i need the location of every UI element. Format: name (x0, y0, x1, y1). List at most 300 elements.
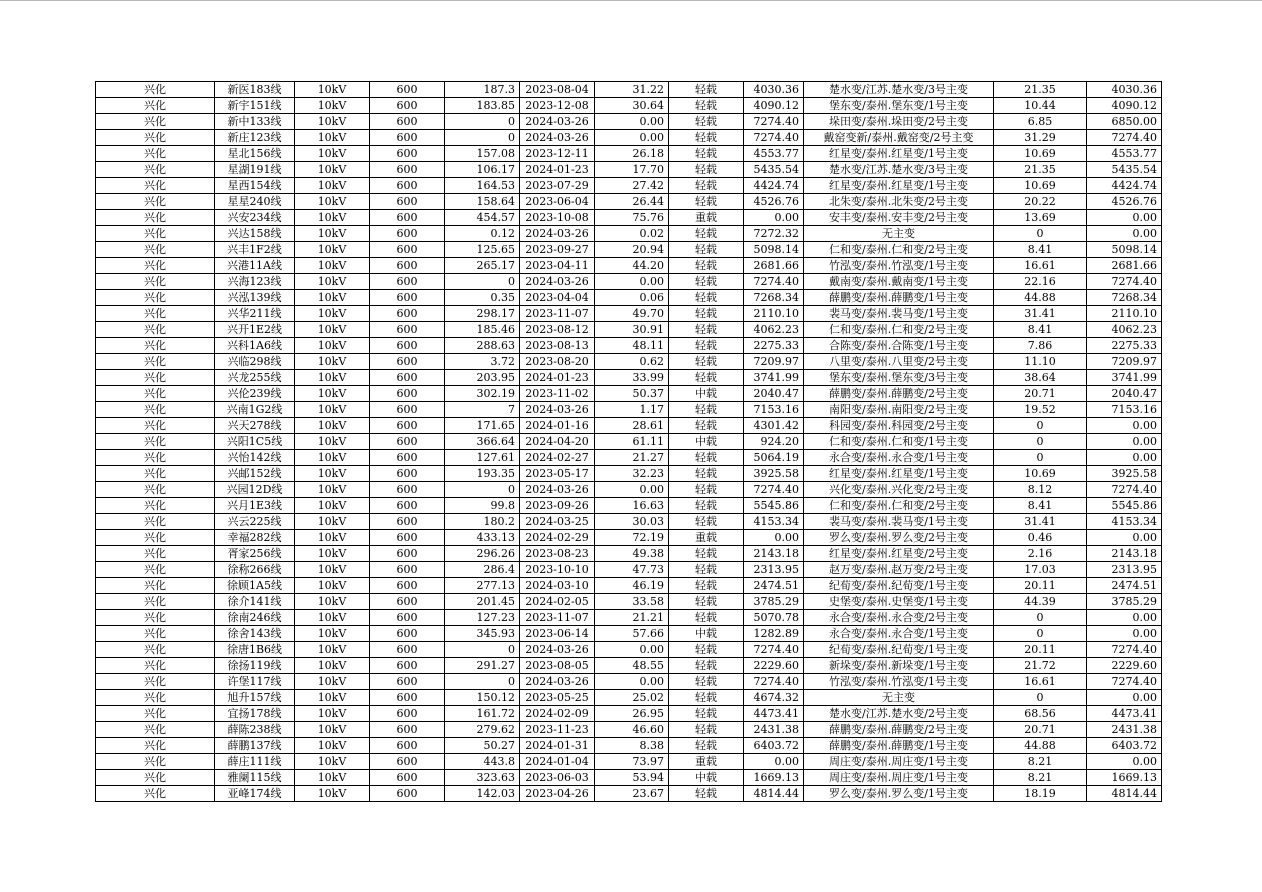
cell-load-status: 轻载 (669, 578, 744, 594)
cell-transformer-load-rate: 18.19 (994, 786, 1087, 802)
cell-transformer-load-rate: 31.41 (994, 306, 1087, 322)
cell-voltage: 10kV (295, 674, 370, 690)
cell-remaining-capacity: 2275.33 (1087, 338, 1162, 354)
cell-peak-date: 2024-03-25 (520, 514, 595, 530)
cell-peak-load: 366.64 (445, 434, 520, 450)
cell-peak-load: 161.72 (445, 706, 520, 722)
table-row (96, 402, 1162, 418)
cell-peak-date: 2024-03-26 (520, 226, 595, 242)
cell-peak-date: 2023-11-07 (520, 610, 595, 626)
cell-peak-load: 0.12 (445, 226, 520, 242)
cell-rated-capacity: 600 (370, 114, 445, 130)
cell-peak-date: 2023-06-03 (520, 770, 595, 786)
cell-region: 兴化 (96, 98, 215, 114)
cell-load-status: 轻载 (669, 418, 744, 434)
cell-voltage: 10kV (295, 226, 370, 242)
table-row (96, 178, 1162, 194)
cell-transformer: 无主变 (804, 226, 994, 242)
cell-rated-capacity: 600 (370, 482, 445, 498)
table-row (96, 482, 1162, 498)
cell-peak-date: 2023-04-11 (520, 258, 595, 274)
cell-load-status: 重载 (669, 210, 744, 226)
cell-peak-load: 180.2 (445, 514, 520, 530)
table-row (96, 242, 1162, 258)
cell-line-name: 兴邮152线 (215, 466, 295, 482)
table-row (96, 690, 1162, 706)
cell-transformer-load-rate: 11.10 (994, 354, 1087, 370)
cell-peak-date: 2024-01-23 (520, 162, 595, 178)
cell-available-capacity: 6403.72 (744, 738, 804, 754)
cell-transformer: 纪荀变/泰州.纪荀变/1号主变 (804, 578, 994, 594)
cell-available-capacity: 5070.78 (744, 610, 804, 626)
cell-region: 兴化 (96, 690, 215, 706)
cell-remaining-capacity: 4473.41 (1087, 706, 1162, 722)
cell-load-rate: 20.94 (595, 242, 669, 258)
cell-peak-date: 2024-03-26 (520, 674, 595, 690)
cell-voltage: 10kV (295, 786, 370, 802)
cell-load-status: 轻载 (669, 546, 744, 562)
cell-rated-capacity: 600 (370, 98, 445, 114)
cell-transformer-load-rate: 16.61 (994, 674, 1087, 690)
cell-transformer-load-rate: 20.22 (994, 194, 1087, 210)
cell-line-name: 亚峰174线 (215, 786, 295, 802)
cell-voltage: 10kV (295, 338, 370, 354)
cell-load-rate: 0.02 (595, 226, 669, 242)
cell-remaining-capacity: 3741.99 (1087, 370, 1162, 386)
cell-line-name: 许堡117线 (215, 674, 295, 690)
cell-load-status: 轻载 (669, 674, 744, 690)
cell-voltage: 10kV (295, 178, 370, 194)
cell-load-rate: 31.22 (595, 82, 669, 98)
cell-peak-date: 2023-11-02 (520, 386, 595, 402)
cell-voltage: 10kV (295, 770, 370, 786)
cell-load-status: 轻载 (669, 610, 744, 626)
cell-line-name: 幸福282线 (215, 530, 295, 546)
cell-rated-capacity: 600 (370, 642, 445, 658)
cell-line-name: 雅阑115线 (215, 770, 295, 786)
cell-available-capacity: 5545.86 (744, 498, 804, 514)
cell-remaining-capacity: 0.00 (1087, 210, 1162, 226)
cell-region: 兴化 (96, 738, 215, 754)
cell-load-rate: 26.95 (595, 706, 669, 722)
cell-transformer-load-rate: 44.88 (994, 738, 1087, 754)
cell-remaining-capacity: 2143.18 (1087, 546, 1162, 562)
cell-rated-capacity: 600 (370, 738, 445, 754)
cell-peak-load: 443.8 (445, 754, 520, 770)
cell-transformer-load-rate: 0 (994, 610, 1087, 626)
cell-transformer-load-rate: 2.16 (994, 546, 1087, 562)
cell-peak-date: 2024-03-26 (520, 274, 595, 290)
cell-peak-date: 2023-07-29 (520, 178, 595, 194)
cell-load-rate: 33.58 (595, 594, 669, 610)
cell-peak-load: 127.23 (445, 610, 520, 626)
cell-remaining-capacity: 7274.40 (1087, 274, 1162, 290)
cell-rated-capacity: 600 (370, 290, 445, 306)
cell-peak-date: 2024-04-20 (520, 434, 595, 450)
cell-region: 兴化 (96, 770, 215, 786)
table-row (96, 674, 1162, 690)
cell-line-name: 兴安234线 (215, 210, 295, 226)
cell-transformer: 裴马变/泰州.裴马变/1号主变 (804, 514, 994, 530)
table-row (96, 210, 1162, 226)
cell-rated-capacity: 600 (370, 210, 445, 226)
cell-voltage: 10kV (295, 210, 370, 226)
cell-region: 兴化 (96, 306, 215, 322)
cell-peak-date: 2023-09-26 (520, 498, 595, 514)
cell-transformer: 兴化变/泰州.兴化变/2号主变 (804, 482, 994, 498)
table-row (96, 290, 1162, 306)
cell-remaining-capacity: 1669.13 (1087, 770, 1162, 786)
cell-peak-load: 187.3 (445, 82, 520, 98)
cell-line-name: 兴丰1F2线 (215, 242, 295, 258)
cell-load-rate: 21.27 (595, 450, 669, 466)
cell-remaining-capacity: 7274.40 (1087, 642, 1162, 658)
cell-peak-date: 2024-01-16 (520, 418, 595, 434)
cell-load-rate: 57.66 (595, 626, 669, 642)
cell-load-status: 轻载 (669, 466, 744, 482)
cell-remaining-capacity: 4424.74 (1087, 178, 1162, 194)
cell-transformer-load-rate: 8.41 (994, 322, 1087, 338)
cell-available-capacity: 2275.33 (744, 338, 804, 354)
cell-rated-capacity: 600 (370, 706, 445, 722)
cell-remaining-capacity: 4526.76 (1087, 194, 1162, 210)
cell-peak-load: 50.27 (445, 738, 520, 754)
cell-region: 兴化 (96, 498, 215, 514)
cell-peak-date: 2023-11-07 (520, 306, 595, 322)
table-row (96, 658, 1162, 674)
cell-region: 兴化 (96, 82, 215, 98)
cell-rated-capacity: 600 (370, 402, 445, 418)
cell-load-status: 轻载 (669, 498, 744, 514)
cell-peak-date: 2024-03-10 (520, 578, 595, 594)
cell-load-rate: 72.19 (595, 530, 669, 546)
cell-line-name: 兴天278线 (215, 418, 295, 434)
cell-available-capacity: 4424.74 (744, 178, 804, 194)
cell-load-rate: 46.19 (595, 578, 669, 594)
cell-peak-date: 2023-10-10 (520, 562, 595, 578)
table-row (96, 610, 1162, 626)
cell-available-capacity: 4674.32 (744, 690, 804, 706)
cell-load-status: 轻载 (669, 242, 744, 258)
cell-voltage: 10kV (295, 114, 370, 130)
cell-transformer-load-rate: 10.69 (994, 146, 1087, 162)
cell-voltage: 10kV (295, 626, 370, 642)
cell-line-name: 兴怡142线 (215, 450, 295, 466)
cell-region: 兴化 (96, 658, 215, 674)
cell-line-name: 星西154线 (215, 178, 295, 194)
cell-load-rate: 0.00 (595, 114, 669, 130)
cell-peak-load: 0 (445, 642, 520, 658)
cell-available-capacity: 4526.76 (744, 194, 804, 210)
cell-transformer-load-rate: 0 (994, 690, 1087, 706)
cell-line-name: 兴达158线 (215, 226, 295, 242)
cell-peak-load: 150.12 (445, 690, 520, 706)
cell-load-status: 轻载 (669, 658, 744, 674)
cell-peak-date: 2024-03-26 (520, 482, 595, 498)
cell-transformer-load-rate: 20.71 (994, 386, 1087, 402)
cell-remaining-capacity: 2313.95 (1087, 562, 1162, 578)
table-row (96, 626, 1162, 642)
cell-voltage: 10kV (295, 290, 370, 306)
cell-transformer-load-rate: 31.41 (994, 514, 1087, 530)
cell-line-name: 兴月1E3线 (215, 498, 295, 514)
table-row (96, 754, 1162, 770)
cell-load-status: 中载 (669, 626, 744, 642)
cell-load-rate: 23.67 (595, 786, 669, 802)
cell-available-capacity: 4301.42 (744, 418, 804, 434)
cell-region: 兴化 (96, 706, 215, 722)
cell-available-capacity: 5098.14 (744, 242, 804, 258)
cell-load-rate: 0.62 (595, 354, 669, 370)
cell-region: 兴化 (96, 274, 215, 290)
cell-region: 兴化 (96, 146, 215, 162)
cell-load-rate: 16.63 (595, 498, 669, 514)
cell-load-status: 轻载 (669, 370, 744, 386)
cell-transformer: 北朱变/泰州.北朱变/2号主变 (804, 194, 994, 210)
cell-voltage: 10kV (295, 82, 370, 98)
cell-available-capacity: 7268.34 (744, 290, 804, 306)
table-row (96, 418, 1162, 434)
cell-load-status: 轻载 (669, 322, 744, 338)
cell-available-capacity: 0.00 (744, 754, 804, 770)
cell-voltage: 10kV (295, 594, 370, 610)
cell-voltage: 10kV (295, 514, 370, 530)
cell-transformer-load-rate: 38.64 (994, 370, 1087, 386)
cell-voltage: 10kV (295, 738, 370, 754)
cell-peak-load: 302.19 (445, 386, 520, 402)
cell-transformer: 纪荀变/泰州.纪荀变/1号主变 (804, 642, 994, 658)
cell-transformer-load-rate: 8.21 (994, 754, 1087, 770)
cell-transformer-load-rate: 20.11 (994, 642, 1087, 658)
cell-transformer: 薛鹏变/泰州.薛鹏变/2号主变 (804, 722, 994, 738)
cell-line-name: 兴龙255线 (215, 370, 295, 386)
cell-region: 兴化 (96, 786, 215, 802)
cell-remaining-capacity: 4030.36 (1087, 82, 1162, 98)
table-row (96, 82, 1162, 98)
cell-peak-load: 157.08 (445, 146, 520, 162)
cell-transformer: 罗么变/泰州.罗么变/2号主变 (804, 530, 994, 546)
cell-load-rate: 33.99 (595, 370, 669, 386)
cell-load-status: 中载 (669, 770, 744, 786)
cell-voltage: 10kV (295, 386, 370, 402)
cell-line-name: 兴科1A6线 (215, 338, 295, 354)
cell-load-status: 重载 (669, 754, 744, 770)
cell-transformer-load-rate: 10.44 (994, 98, 1087, 114)
cell-remaining-capacity: 0.00 (1087, 450, 1162, 466)
cell-transformer-load-rate: 44.88 (994, 290, 1087, 306)
cell-remaining-capacity: 0.00 (1087, 434, 1162, 450)
cell-load-status: 轻载 (669, 274, 744, 290)
cell-transformer-load-rate: 8.12 (994, 482, 1087, 498)
cell-line-name: 兴伦239线 (215, 386, 295, 402)
cell-region: 兴化 (96, 290, 215, 306)
cell-line-name: 徐舍143线 (215, 626, 295, 642)
cell-region: 兴化 (96, 402, 215, 418)
cell-remaining-capacity: 7268.34 (1087, 290, 1162, 306)
cell-voltage: 10kV (295, 754, 370, 770)
cell-load-rate: 73.97 (595, 754, 669, 770)
cell-load-status: 轻载 (669, 562, 744, 578)
cell-available-capacity: 7274.40 (744, 130, 804, 146)
cell-voltage: 10kV (295, 418, 370, 434)
cell-peak-load: 142.03 (445, 786, 520, 802)
cell-peak-load: 0 (445, 482, 520, 498)
cell-remaining-capacity: 7274.40 (1087, 482, 1162, 498)
cell-voltage: 10kV (295, 578, 370, 594)
cell-remaining-capacity: 0.00 (1087, 418, 1162, 434)
cell-line-name: 兴开1E2线 (215, 322, 295, 338)
cell-load-status: 轻载 (669, 98, 744, 114)
cell-region: 兴化 (96, 130, 215, 146)
cell-transformer: 仁和变/泰州.仁和变/1号主变 (804, 434, 994, 450)
cell-voltage: 10kV (295, 610, 370, 626)
cell-rated-capacity: 600 (370, 258, 445, 274)
cell-remaining-capacity: 0.00 (1087, 754, 1162, 770)
cell-load-status: 轻载 (669, 354, 744, 370)
cell-voltage: 10kV (295, 162, 370, 178)
table-row (96, 530, 1162, 546)
cell-peak-date: 2023-12-08 (520, 98, 595, 114)
cell-region: 兴化 (96, 210, 215, 226)
cell-load-rate: 49.70 (595, 306, 669, 322)
cell-line-name: 新宇151线 (215, 98, 295, 114)
cell-rated-capacity: 600 (370, 450, 445, 466)
cell-rated-capacity: 600 (370, 82, 445, 98)
cell-voltage: 10kV (295, 690, 370, 706)
cell-rated-capacity: 600 (370, 530, 445, 546)
cell-load-rate: 0.00 (595, 674, 669, 690)
cell-peak-date: 2023-12-11 (520, 146, 595, 162)
line-load-table (95, 81, 1162, 802)
table-row (96, 578, 1162, 594)
cell-peak-date: 2024-01-31 (520, 738, 595, 754)
cell-load-status: 轻载 (669, 258, 744, 274)
cell-transformer-load-rate: 21.35 (994, 82, 1087, 98)
table-row (96, 258, 1162, 274)
cell-voltage: 10kV (295, 258, 370, 274)
cell-region: 兴化 (96, 434, 215, 450)
cell-line-name: 星星240线 (215, 194, 295, 210)
cell-line-name: 兴临298线 (215, 354, 295, 370)
cell-available-capacity: 2431.38 (744, 722, 804, 738)
cell-transformer-load-rate: 19.52 (994, 402, 1087, 418)
cell-remaining-capacity: 7153.16 (1087, 402, 1162, 418)
cell-load-rate: 61.11 (595, 434, 669, 450)
cell-peak-date: 2023-04-26 (520, 786, 595, 802)
cell-load-rate: 30.91 (595, 322, 669, 338)
cell-load-rate: 28.61 (595, 418, 669, 434)
cell-transformer: 南阳变/泰州.南阳变/2号主变 (804, 402, 994, 418)
cell-load-rate: 46.60 (595, 722, 669, 738)
cell-peak-date: 2023-05-17 (520, 466, 595, 482)
cell-voltage: 10kV (295, 530, 370, 546)
cell-rated-capacity: 600 (370, 162, 445, 178)
cell-voltage: 10kV (295, 450, 370, 466)
cell-rated-capacity: 600 (370, 418, 445, 434)
cell-remaining-capacity: 6403.72 (1087, 738, 1162, 754)
cell-transformer-load-rate: 8.41 (994, 242, 1087, 258)
cell-peak-date: 2023-10-08 (520, 210, 595, 226)
cell-load-status: 轻载 (669, 130, 744, 146)
cell-available-capacity: 0.00 (744, 210, 804, 226)
cell-transformer: 薛鹏变/泰州.薛鹏变/1号主变 (804, 738, 994, 754)
cell-voltage: 10kV (295, 306, 370, 322)
cell-peak-load: 296.26 (445, 546, 520, 562)
cell-peak-load: 158.64 (445, 194, 520, 210)
table-row (96, 786, 1162, 802)
cell-peak-load: 201.45 (445, 594, 520, 610)
cell-transformer: 无主变 (804, 690, 994, 706)
cell-available-capacity: 7209.97 (744, 354, 804, 370)
cell-line-name: 星湖191线 (215, 162, 295, 178)
cell-line-name: 新医183线 (215, 82, 295, 98)
cell-line-name: 薛陈238线 (215, 722, 295, 738)
cell-peak-load: 7 (445, 402, 520, 418)
cell-remaining-capacity: 2681.66 (1087, 258, 1162, 274)
cell-available-capacity: 4814.44 (744, 786, 804, 802)
cell-region: 兴化 (96, 258, 215, 274)
cell-transformer-load-rate: 7.86 (994, 338, 1087, 354)
cell-available-capacity: 1282.89 (744, 626, 804, 642)
cell-transformer: 堡东变/泰州.堡东变/1号主变 (804, 98, 994, 114)
cell-rated-capacity: 600 (370, 674, 445, 690)
cell-region: 兴化 (96, 162, 215, 178)
cell-transformer: 八里变/泰州.八里变/2号主变 (804, 354, 994, 370)
cell-available-capacity: 4090.12 (744, 98, 804, 114)
cell-load-rate: 30.64 (595, 98, 669, 114)
cell-available-capacity: 2681.66 (744, 258, 804, 274)
cell-load-status: 重载 (669, 530, 744, 546)
table-row (96, 226, 1162, 242)
cell-region: 兴化 (96, 178, 215, 194)
cell-transformer: 堡东变/泰州.堡东变/3号主变 (804, 370, 994, 386)
cell-available-capacity: 2040.47 (744, 386, 804, 402)
cell-transformer: 史堡变/泰州.史堡变/1号主变 (804, 594, 994, 610)
cell-available-capacity: 5435.54 (744, 162, 804, 178)
cell-rated-capacity: 600 (370, 626, 445, 642)
cell-rated-capacity: 600 (370, 770, 445, 786)
cell-remaining-capacity: 7274.40 (1087, 674, 1162, 690)
cell-load-status: 轻载 (669, 722, 744, 738)
cell-region: 兴化 (96, 578, 215, 594)
cell-rated-capacity: 600 (370, 722, 445, 738)
table-row (96, 706, 1162, 722)
cell-transformer: 竹泓变/泰州.竹泓变/1号主变 (804, 258, 994, 274)
cell-available-capacity: 924.20 (744, 434, 804, 450)
cell-transformer-load-rate: 6.85 (994, 114, 1087, 130)
cell-remaining-capacity: 6850.00 (1087, 114, 1162, 130)
cell-transformer: 垛田变/泰州.垛田变/2号主变 (804, 114, 994, 130)
cell-line-name: 兴港11A线 (215, 258, 295, 274)
cell-rated-capacity: 600 (370, 242, 445, 258)
cell-rated-capacity: 600 (370, 146, 445, 162)
cell-load-status: 轻载 (669, 482, 744, 498)
cell-peak-load: 185.46 (445, 322, 520, 338)
cell-load-status: 轻载 (669, 162, 744, 178)
cell-rated-capacity: 600 (370, 466, 445, 482)
cell-load-status: 轻载 (669, 194, 744, 210)
cell-available-capacity: 3741.99 (744, 370, 804, 386)
table-row (96, 354, 1162, 370)
cell-available-capacity: 4153.34 (744, 514, 804, 530)
cell-transformer: 新垛变/泰州.新垛变/1号主变 (804, 658, 994, 674)
cell-transformer: 周庄变/泰州.周庄变/1号主变 (804, 754, 994, 770)
cell-remaining-capacity: 0.00 (1087, 610, 1162, 626)
cell-peak-date: 2024-03-26 (520, 642, 595, 658)
cell-region: 兴化 (96, 418, 215, 434)
cell-voltage: 10kV (295, 146, 370, 162)
cell-voltage: 10kV (295, 466, 370, 482)
